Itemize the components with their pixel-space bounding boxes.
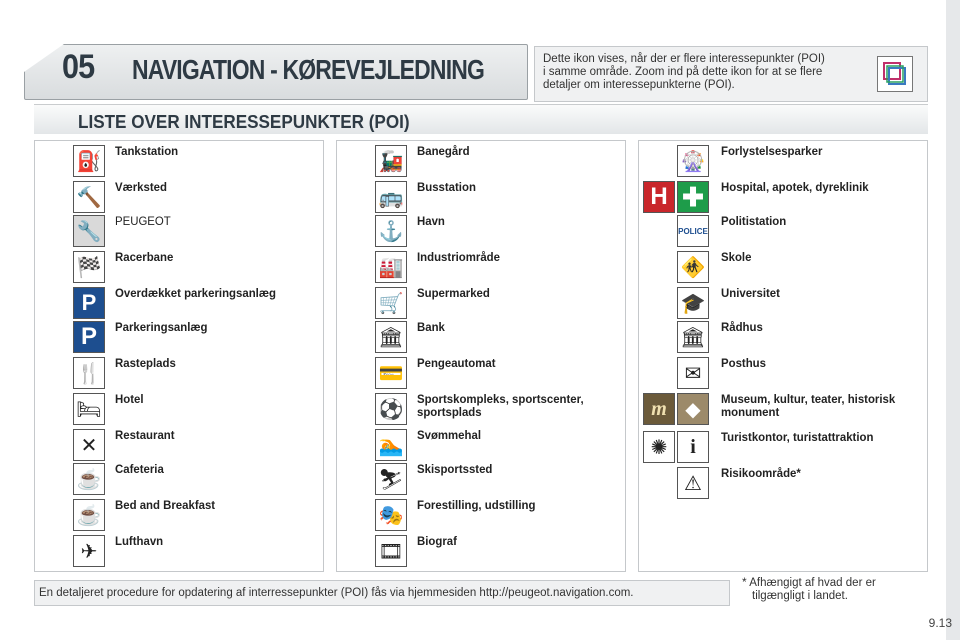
poi-item [639,319,929,355]
poi-label: Restaurant [115,428,175,442]
poi-label: Politistation [721,214,787,228]
town-hall-icon: 🏛 [677,321,709,353]
graduate-icon: 🎓 [677,287,709,319]
header-corner-fold [24,44,64,72]
info-line-2: i samme område. Zoom ind på dette ikon for at se flere [543,66,823,78]
poi-label: Skisportssted [417,462,493,476]
bed-breakfast-icon: ☕ [73,499,105,531]
poi-label: Supermarked [417,286,490,300]
poi-item [337,249,627,285]
poi-label [417,393,607,419]
poi-item [337,319,627,355]
footer-note-box [34,580,730,606]
police-icon: POLICE [677,215,709,247]
coffee-cup-icon: ☕ [73,463,105,495]
train-icon: 🚂 [375,145,407,177]
poi-label: Risikoområde* [721,466,801,480]
museum-icon: m [643,393,675,425]
parking-icon: P [73,321,105,353]
poi-item [337,461,627,497]
poi-label: Bed and Breakfast [115,498,216,512]
poi-label: Posthus [721,356,766,370]
poi-item [35,249,325,285]
factory-icon: 🏭 [375,251,407,283]
peugeot-service-icon: 🔧 [73,215,105,247]
poi-item [35,143,325,179]
multi-poi-icon [877,56,913,92]
poi-item [639,285,929,321]
poi-label: Havn [417,214,445,228]
atm-icon: 💳 [375,357,407,389]
airplane-icon: ✈ [73,535,105,567]
info-box [534,46,928,102]
theatre-masks-icon: 🎭 [375,499,407,531]
fork-knife-icon: ✕ [73,429,105,461]
poi-label: Universitet [721,286,780,300]
poi-item [35,461,325,497]
bank-icon: 🏛 [375,321,407,353]
poi-label: Forestilling, udstilling [417,498,536,512]
poi-label: Hotel [115,392,144,406]
poi-label: Forlystelsesparker [721,144,823,158]
poi-label-line-2: monument [721,405,780,419]
poi-item [35,533,325,569]
poi-item [337,427,627,463]
rest-area-icon: 🍴 [73,357,105,389]
poi-item [639,391,929,427]
info-text [543,53,873,92]
footnote-line-2: tilgængligt i landet. [752,590,848,602]
poi-label: Cafeteria [115,462,164,476]
poi-item [35,213,325,249]
school-children-icon: 🚸 [677,251,709,283]
bus-icon: 🚌 [375,181,407,213]
sport-icon: ⚽ [375,393,407,425]
poi-column-1 [34,140,324,572]
pharmacy-cross-icon: ✚ [677,181,709,213]
envelope-icon: ✉ [677,357,709,389]
poi-label: Racerbane [115,250,174,264]
section-header [34,104,928,134]
info-icon: i [677,431,709,463]
footer-text: En detaljeret procedure for opdatering af interressepunkter (POI) fås via hjemmesiden http://peugeot.navigation.com. [39,587,634,599]
poi-label: Rasteplads [115,356,176,370]
film-icon: 🎞 [375,535,407,567]
poi-label: Pengeautomat [417,356,496,370]
page-number: 9.13 [928,616,952,630]
poi-item [337,497,627,533]
warning-icon: ⚠ [677,467,709,499]
tourist-attraction-icon: ✺ [643,431,675,463]
poi-label: PEUGEOT [115,214,171,228]
poi-item [337,143,627,179]
poi-column-2 [336,140,626,572]
poi-label: Skole [721,250,752,264]
poi-item [35,319,325,355]
poi-item [337,213,627,249]
poi-label-line-1: Sportskompleks, sportscenter, [417,392,584,406]
ship-icon: ⚓ [375,215,407,247]
hospital-icon: H [643,181,675,213]
poi-label [721,393,911,419]
poi-item [337,285,627,321]
poi-item [35,355,325,391]
poi-label: Parkeringsanlæg [115,320,208,334]
poi-item [639,179,929,215]
hammer-icon: 🔨 [73,181,105,213]
poi-label: Biograf [417,534,457,548]
race-track-icon: 🏁 [73,251,105,283]
footnote-line-1: Afhængigt af hvad der er [749,577,876,589]
poi-item [35,285,325,321]
poi-label-line-2: sportsplads [417,405,482,419]
info-line-1: Dette ikon vises, når der er flere interessepunkter (POI) [543,53,825,65]
poi-label-line-1: Museum, kultur, teater, historisk [721,392,896,406]
poi-item [639,465,929,501]
page-edge-strip [946,0,960,640]
footnote [742,576,932,603]
poi-label: Hospital, apotek, dyreklinik [721,180,869,194]
poi-item [337,391,627,427]
poi-item [639,355,929,391]
poi-item [35,497,325,533]
poi-item [337,533,627,569]
poi-item [639,429,929,465]
shopping-cart-icon: 🛒 [375,287,407,319]
poi-label: Svømmehal [417,428,481,442]
poi-item [639,249,929,285]
poi-item [337,179,627,215]
poi-column-3 [638,140,928,572]
poi-item [639,213,929,249]
poi-label: Bank [417,320,445,334]
poi-label: Overdækket parkeringsanlæg [115,286,276,300]
poi-label: Tankstation [115,144,179,158]
section-title: LISTE OVER INTERESSEPUNKTER (POI) [78,112,410,132]
chapter-number: 05 [62,48,95,86]
poi-label: Værksted [115,180,167,194]
covered-parking-icon: P [73,287,105,319]
poi-item [35,427,325,463]
monument-icon: ◆ [677,393,709,425]
swimmer-icon: 🏊 [375,429,407,461]
fuel-pump-icon: ⛽ [73,145,105,177]
bed-icon: 🛏 [73,393,105,425]
info-line-3: detaljer om interessepunkterne (POI). [543,79,735,91]
poi-item [639,143,929,179]
poi-label: Busstation [417,180,476,194]
poi-label: Rådhus [721,320,763,334]
poi-item [35,179,325,215]
poi-item [35,391,325,427]
chapter-title: NAVIGATION - KØREVEJLEDNING [132,54,485,85]
poi-label: Lufthavn [115,534,164,548]
ferris-wheel-icon: 🎡 [677,145,709,177]
skier-icon: ⛷ [375,463,407,495]
poi-item [337,355,627,391]
poi-label: Industriområde [417,250,500,264]
footnote-star: * [742,575,747,589]
poi-label: Turistkontor, turistattraktion [721,430,874,444]
poi-label: Banegård [417,144,470,158]
